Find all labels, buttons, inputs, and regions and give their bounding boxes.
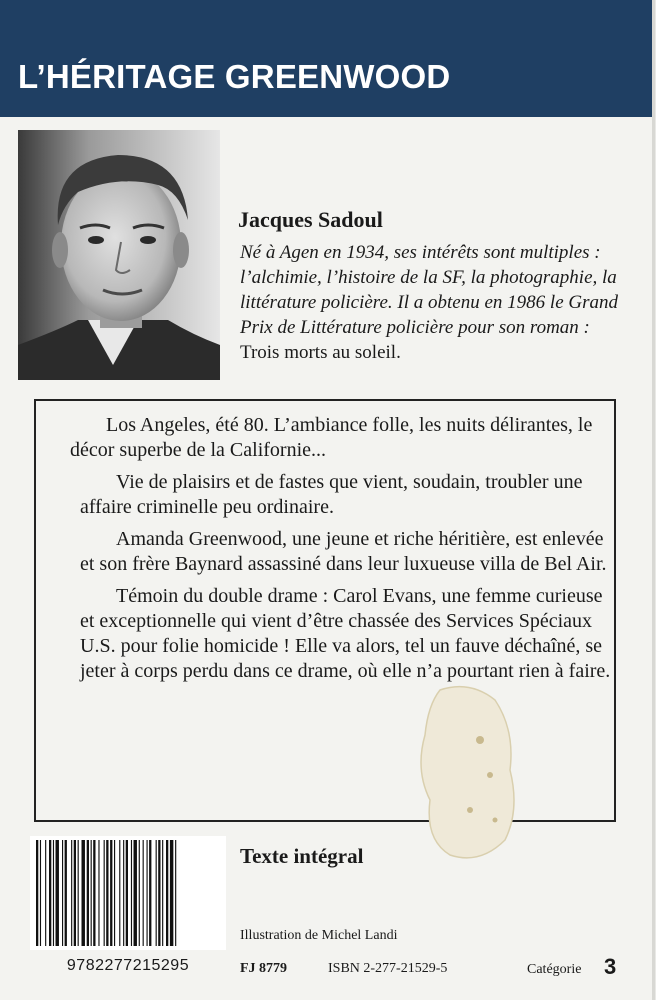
barcode-bar: [175, 840, 176, 946]
summary-box: [34, 399, 616, 822]
illustration-credit: Illustration de Michel Landi: [240, 928, 398, 943]
summary-paragraph: Amanda Greenwood, une jeune et riche héritière, est enlevée et son frère Baynard assassiné dans leur luxueuse villa de Bel Air.: [80, 528, 607, 575]
category-number: 3: [604, 954, 617, 979]
summary-paragraph: Témoin du double drame : Carol Evans, une femme curieuse et exceptionnelle qui vient d’être chassée des Services Spéciaux U.S. pour folie homicide ! Elle va alors, tel un fauve déchaîné, se jeter à corps perdu dans ce drame, où elle n’a pourtant rien à faire.: [80, 585, 611, 682]
fj-code: FJ 8779: [240, 961, 288, 976]
barcode-bar: [119, 840, 120, 946]
author-portrait-image: [18, 130, 220, 380]
barcode-bar: [123, 840, 124, 946]
barcode-bar: [71, 840, 72, 946]
barcode: [30, 836, 226, 950]
barcode-bar: [104, 840, 105, 946]
barcode-bar: [143, 840, 144, 946]
barcode-bar: [114, 840, 115, 946]
barcode-bar: [158, 840, 160, 946]
author-bio: [240, 240, 620, 365]
barcode-bar: [93, 840, 95, 946]
summary-paragraph: Los Angeles, été 80. L’ambiance folle, les nuits délirantes, le décor superbe de la Californie...: [70, 414, 593, 461]
barcode-bar: [36, 840, 38, 946]
texte-integral-label: Texte intégral: [240, 844, 364, 868]
barcode-bar: [65, 840, 67, 946]
barcode-bar: [126, 840, 128, 946]
barcode-number: 9782277215295: [66, 957, 190, 974]
barcode-bar: [98, 840, 99, 946]
barcode-bar: [62, 840, 63, 946]
book-title: L’HÉRITAGE GREENWOOD: [18, 58, 451, 95]
isbn: ISBN 2-277-21529-5: [328, 961, 448, 976]
summary-paragraph: Vie de plaisirs et de fastes que vient, soudain, troubler une affaire criminelle peu ordinaire.: [80, 471, 583, 518]
barcode-bar: [110, 840, 112, 946]
author-photo: [18, 130, 220, 380]
summary-text: [70, 413, 620, 691]
author-bio-text: Né à Agen en 1934, ses intérêts sont multiples : l’alchimie, l’histoire de la SF, la photographie, la littérature policière. Il a obtenu en 1986 le Grand Prix de Littérature policière pour son roman :: [240, 242, 618, 338]
barcode-bars: [30, 836, 226, 950]
novel-title: Trois morts au soleil.: [240, 342, 401, 363]
barcode-bar: [131, 840, 132, 946]
barcode-bar: [49, 840, 51, 946]
barcode-bar: [147, 840, 148, 946]
barcode-bar: [149, 840, 151, 946]
barcode-bar: [91, 840, 92, 946]
barcode-bar: [170, 840, 173, 946]
barcode-bar: [45, 840, 46, 946]
barcode-bar: [87, 840, 89, 946]
title-banner: [0, 0, 652, 117]
barcode-bar: [162, 840, 163, 946]
paper-damage-stain: [410, 680, 522, 865]
barcode-bar: [53, 840, 54, 946]
barcode-bar: [74, 840, 76, 946]
author-name: Jacques Sadoul: [238, 207, 383, 232]
barcode-bar: [156, 840, 157, 946]
barcode-bar: [40, 840, 41, 946]
category-label: Catégorie: [527, 962, 582, 977]
barcode-bar: [78, 840, 79, 946]
barcode-bar: [166, 840, 168, 946]
barcode-bar: [134, 840, 137, 946]
barcode-bar: [82, 840, 85, 946]
barcode-bar: [139, 840, 140, 946]
barcode-bar: [56, 840, 59, 946]
barcode-bar: [106, 840, 108, 946]
